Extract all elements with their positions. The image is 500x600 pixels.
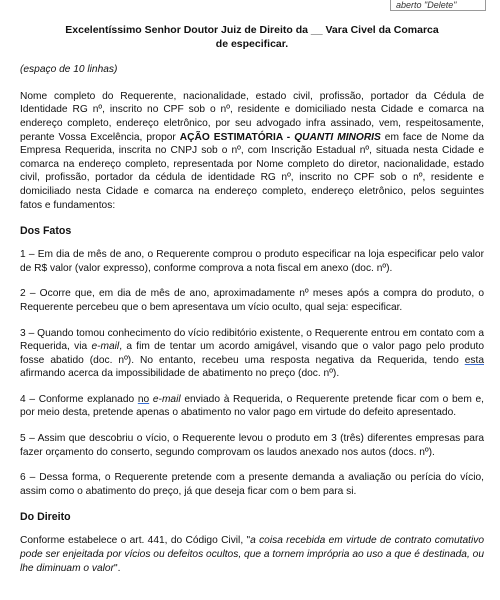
fact-1: 1 – Em dia de mês de ano, o Requerente comprou o produto especificar na loja especificar pelo valor de R$ valor (valor expresso), conforme comprova a nota fiscal em anexo (doc. nº).	[20, 249, 484, 274]
section-heading-fatos: Dos Fatos	[20, 225, 72, 238]
section-heading-direito: Do Direito	[20, 511, 71, 524]
fact-3-a: 3 – Quando tomou conhecimento do vício redibitório existente, o Requerente entrou em contato com a Requerida, via	[20, 327, 484, 353]
fact-4	[20, 393, 484, 420]
spacing-note: (espaço de 10 linhas)	[20, 64, 118, 76]
title-line-2: de especificar.	[215, 37, 289, 50]
intro-paragraph	[20, 90, 484, 212]
intro-part-1: Nome completo do Requerente, nacionalidade, estado civil, profissão, portador da Cédula de Identidade RG nº, inscrito no CPF sob o nº, residente e domiciliado nesta Cidade e comarca na endereço completo, endereço eletrônico, por seu advogado infra assinado, vem, respeitosamente, perante Vossa Excelência, propor	[20, 90, 484, 143]
title-line-1: Excelentíssimo Senhor Doutor Juiz de Direito da __ Vara Civel da Comarca	[65, 24, 439, 36]
action-title: AÇÃO ESTIMATÓRIA -	[179, 131, 295, 143]
delete-tooltip: aberto "Delete"	[390, 0, 486, 11]
fact-3-b: , a fim de tentar um acordo amigável, visando que o valor pago pelo produto fosse abatido (doc. nº). No entanto, recebeu uma resposta negativa da Requerida, tendo	[20, 341, 484, 366]
law-1-a: Conforme estabelece o art. 441, do Código Civil, "	[20, 535, 251, 547]
intro-part-2: em face de Nome da Empresa Requerida, inscrita no CNPJ sob o nº, com Inscrição Estadual nº, situada nesta Cidade e comarca na endereço completo, representada por Nome completo do diretor, nacionalidade, estado civil, profissão, portador da cédula de identidade RG nº, inscrito no CPF sob o nº, residente e domiciliado nesta Cidade e comarca na endereço completo, endereço eletrônico, pelos seguintes fatos e fundamentos:	[20, 131, 484, 211]
fact-3-c: afirmando acerca da impossibilidade de abatimento no preço (doc. nº).	[20, 368, 340, 380]
law-paragraph-1	[20, 534, 484, 575]
law-1-b: ".	[114, 562, 121, 574]
document-page	[20, 24, 484, 587]
fact-6: 6 – Dessa forma, o Requerente pretende com a presente demanda a avaliação ou perícia do vício, assim como o abatimento do preço, já que deseja ficar com o bem para si.	[20, 472, 484, 497]
fact-5: 5 – Assim que descobriu o vício, o Requerente levou o produto em 3 (três) diferentes empresas para fazer orçamento do conserto, segundo comprovam os laudos anexado nos autos (docs. nº).	[20, 433, 484, 458]
fact-2: 2 – Ocorre que, em dia de mês de ano, aproximadamente nº meses após a compra do produto, o Requerente percebeu que o bem apresentava um vício oculto, qual seja: especificar.	[20, 288, 484, 313]
fact-3	[20, 327, 484, 381]
fact-4-c: enviado à Requerida, o Requerente pretende ficar com o bem e, por meio desta, pretende apenas o abatimento no valor pago em virtude do defeito apresentado.	[20, 393, 485, 419]
action-subtitle: QUANTI MINORIS	[294, 131, 381, 143]
law-1-quote: a coisa recebida em virtude de contrato comutativo pode ser enjeitada por vícios ou defeitos ocultos, que a tornem imprópria ao uso a que é destinada, ou lhe diminuam o valor	[20, 535, 484, 574]
fact-4-no: no	[137, 393, 150, 405]
document-title	[20, 24, 484, 51]
fact-3-esta: esta	[464, 354, 484, 366]
fact-3-email: e-mail	[91, 341, 120, 353]
fact-4-email: e-mail	[152, 393, 181, 405]
fact-4-a: 4 – Conforme explanado	[20, 393, 138, 405]
